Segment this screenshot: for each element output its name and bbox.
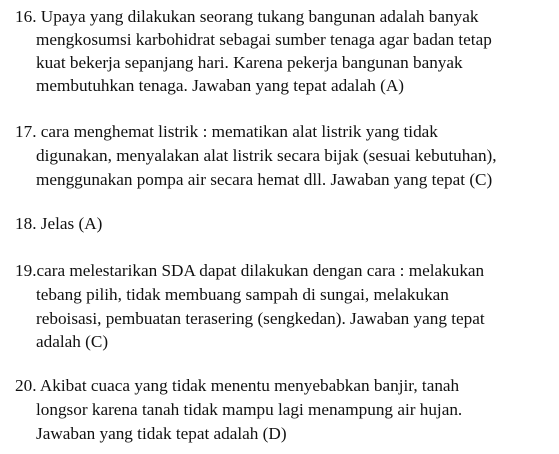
- answer-line: [15, 213, 102, 235]
- answer-line: kuat bekerja sepanjang hari. Karena pekerja bangunan banyak: [36, 53, 463, 72]
- answer-line: tebang pilih, tidak membuang sampah di sungai, melakukan: [36, 285, 449, 304]
- answer-number: 20.: [15, 376, 37, 395]
- answer-line: adalah (C): [36, 332, 109, 351]
- answer-line: membutuhkan tenaga. Jawaban yang tepat adalah (A): [36, 76, 404, 95]
- answer-line: [15, 6, 478, 28]
- answer-line: [15, 375, 459, 397]
- answer-text: Akibat cuaca yang tidak menentu menyebabkan banjir, tanah: [39, 376, 460, 395]
- answer-number: 19.: [15, 261, 37, 280]
- answer-line: mengkosumsi karbohidrat sebagai sumber tenaga agar badan tetap: [36, 30, 492, 49]
- answer-line: [15, 260, 484, 282]
- answer-line: longsor karena tanah tidak mampu lagi menampung air hujan.: [36, 400, 463, 419]
- answer-line: reboisasi, pembuatan terasering (sengkedan). Jawaban yang tepat: [36, 309, 485, 328]
- answer-number: 17.: [15, 122, 37, 141]
- answer-text: cara menghemat listrik : mematikan alat listrik yang tidak: [40, 122, 438, 141]
- answer-text: Jelas (A): [40, 214, 103, 233]
- answer-line: Jawaban yang tidak tepat adalah (D): [36, 424, 287, 443]
- answer-text: Upaya yang dilakukan seorang tukang bangunan adalah banyak: [40, 7, 479, 26]
- answer-line: [15, 121, 438, 143]
- answer-number: 16.: [15, 7, 37, 26]
- answer-line: menggunakan pompa air secara hemat dll. Jawaban yang tepat (C): [36, 170, 493, 189]
- answer-number: 18.: [15, 214, 37, 233]
- answer-line: digunakan, menyalakan alat listrik secara bijak (sesuai kebutuhan),: [36, 146, 497, 165]
- answer-text: cara melestarikan SDA dapat dilakukan dengan cara : melakukan: [36, 261, 485, 280]
